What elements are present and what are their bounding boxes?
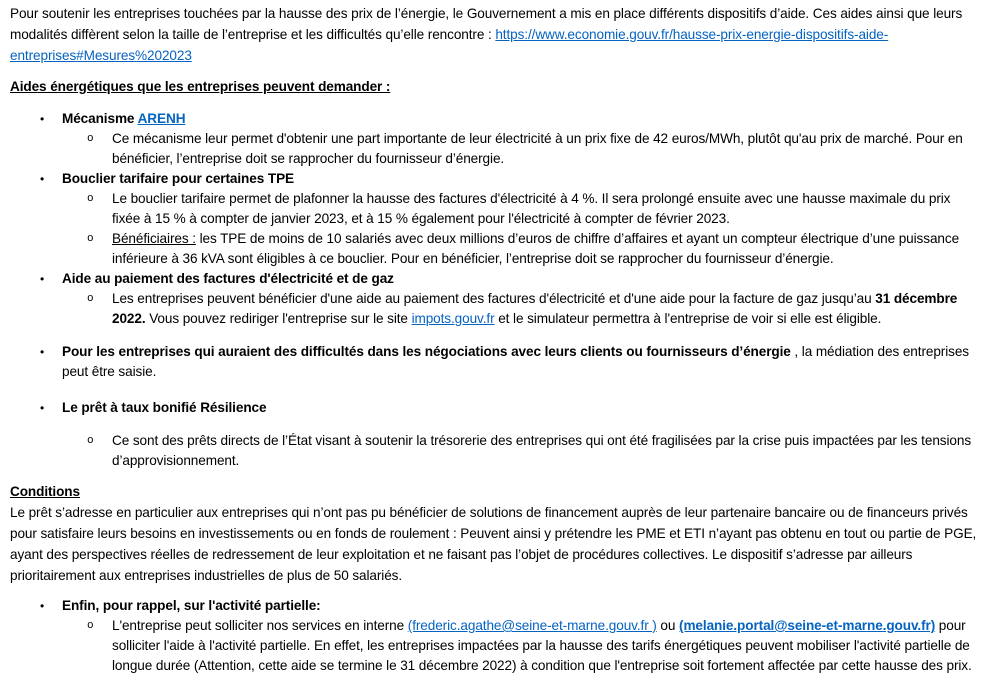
section-heading-conditions: [10, 481, 979, 502]
section-heading-aides-text: Aides énergétiques que les entreprises peuvent demander :: [10, 79, 391, 94]
economie-gouv-link[interactable]: https://www.economie.gouv.fr/hausse-prix-energie-dispositifs-aide-entreprises#Mesures%202023: [10, 27, 889, 63]
bullet-item-pret-resilience: [10, 398, 979, 418]
impots-gouv-link[interactable]: impots.gouv.fr: [411, 311, 495, 326]
activite-text-1: L'entreprise peut solliciter nos services en interne: [112, 618, 408, 633]
activite-text-2: ou: [656, 618, 680, 633]
bullet-subitem-activite-detail: [10, 616, 979, 676]
beneficiaires-label: Bénéficiaires :: [112, 231, 196, 246]
bullet-o-icon: o: [87, 293, 94, 305]
aide-paiement-text-3: et le simulateur permettra à l'entreprise de voir si elle est éligible.: [494, 311, 882, 326]
activite-text-3: pour solliciter l'aide à l'activité partielle. En effet, les entreprises impactées par la hausse des tarifs énergétiques peuvent mobiliser l'activité partielle de longue durée (Attention, cette aide se termine le 31 décembre 2022) à condition que l'entreprise soit fortement affectée par cette hausse des prix.: [112, 618, 972, 673]
pret-resilience-title: Le prêt à taux bonifié Résilience: [62, 400, 267, 415]
bullet-o-icon: o: [87, 193, 94, 205]
bullet-subitem-aide-paiement-detail: [10, 289, 979, 329]
bullet-o-icon: o: [87, 620, 94, 632]
section-heading-conditions-text: Conditions: [10, 484, 80, 499]
bouclier-detail-text: Le bouclier tarifaire permet de plafonner la hausse des factures d'électricité à 4 %. Il sera prolongé ensuite avec une hausse maximale du prix fixée à 15 % à compter de janvier 2023, et à 15 % également pour l'électricité à compter de février 2023.: [112, 191, 951, 226]
bullet-item-activite-partielle: [10, 596, 979, 616]
bullet-dot-icon: •: [40, 599, 45, 613]
aide-paiement-date: 31 décembre 2022.: [112, 291, 958, 326]
conditions-text: Le prêt s’adresse en particulier aux entreprises qui n’ont pas pu bénéficier de solutions de financement auprès de leur partenaire bancaire ou de financeurs privés pour satisfaire leurs besoins en investissements ou en fonds de roulement : Peuvent ainsi y prétendre les PME et ETI n’ayant pas obtenu en tout ou partie de PGE, ayant des perspectives réelles de redressement de leur exploitation et ne faisant pas l’objet de procédures collectives. Le dispositif s’adresse par ailleurs prioritairement aux entreprises industrielles de plus de 50 salariés.: [10, 505, 977, 583]
mediation-bold-text: Pour les entreprises qui auraient des difficultés dans les négociations avec leurs clients ou fournisseurs d’énergie: [62, 344, 795, 359]
bullet-dot-icon: •: [40, 272, 45, 286]
arenh-detail-text: Ce mécanisme leur permet d'obtenir une part importante de leur électricité à un prix fixe de 42 euros/MWh, plutôt qu'au prix de marché. Pour en bénéficier, l’entreprise doit se rapprocher du fournisseur d’énergie.: [112, 131, 963, 166]
bullet-dot-icon: •: [40, 172, 45, 186]
activite-partielle-title: Enfin, pour rappel, sur l'activité partielle:: [62, 598, 321, 613]
bullet-dot-icon: •: [40, 401, 45, 415]
aide-paiement-text-2: Vous pouvez rediriger l'entreprise sur le site: [145, 311, 412, 326]
aide-paiement-title: Aide au paiement des factures d'électricité et de gaz: [62, 271, 394, 286]
bullet-o-icon: o: [87, 435, 94, 447]
mediation-text: , la médiation des entreprises peut être saisie.: [62, 344, 969, 379]
section-heading-aides: [10, 76, 979, 97]
bullet-o-icon: o: [87, 133, 94, 145]
email-melanie-link[interactable]: (melanie.portal@seine-et-marne.gouv.fr): [679, 618, 936, 633]
bullet-item-bouclier: [10, 169, 979, 189]
bullet-subitem-pret-detail: [10, 431, 979, 471]
conditions-paragraph: [10, 502, 979, 586]
bullet-item-aide-paiement: [10, 269, 979, 289]
bullet-subitem-arenh-detail: [10, 129, 979, 169]
bouclier-title: Bouclier tarifaire pour certaines TPE: [62, 171, 295, 186]
bullet-subitem-beneficiaires: [10, 229, 979, 269]
aide-paiement-text-1: Les entreprises peuvent bénéficier d'une aide au paiement des factures d'électricité et d'une aide pour la facture de gaz jusqu’au: [112, 291, 876, 306]
arenh-link[interactable]: ARENH: [137, 111, 186, 126]
beneficiaires-text: les TPE de moins de 10 salariés avec deux millions d’euros de chiffre d’affaires et ayant un compteur électrique d’une puissance inférieure à 36 kVA sont éligibles à ce bouclier. Pour en bénéficier, l’entreprise doit se rapprocher du fournisseur d’énergie.: [112, 231, 960, 266]
bullet-o-icon: o: [87, 233, 94, 245]
pret-detail-text: Ce sont des prêts directs de l’État visant à soutenir la trésorerie des entreprises qui ont été fragilisées par la crise puis impactées par les tensions d’approvisionnement.: [112, 433, 972, 468]
arenh-label: Mécanisme: [62, 111, 138, 126]
bullet-dot-icon: •: [40, 112, 45, 126]
intro-paragraph: [10, 3, 979, 66]
bullet-item-mediation: [10, 342, 979, 382]
intro-text: Pour soutenir les entreprises touchées par la hausse des prix de l’énergie, le Gouvernement a mis en place différents dispositifs d’aide. Ces aides ainsi que leurs modalités diffèrent selon la taille de l’entreprise et les difficultés qu’elle rencontre :: [10, 6, 963, 42]
bullet-subitem-bouclier-detail: [10, 189, 979, 229]
email-frederic-link[interactable]: (frederic.agathe@seine-et-marne.gouv.fr ): [407, 618, 657, 633]
bullet-item-arenh: [10, 109, 979, 129]
bullet-dot-icon: •: [40, 345, 45, 359]
